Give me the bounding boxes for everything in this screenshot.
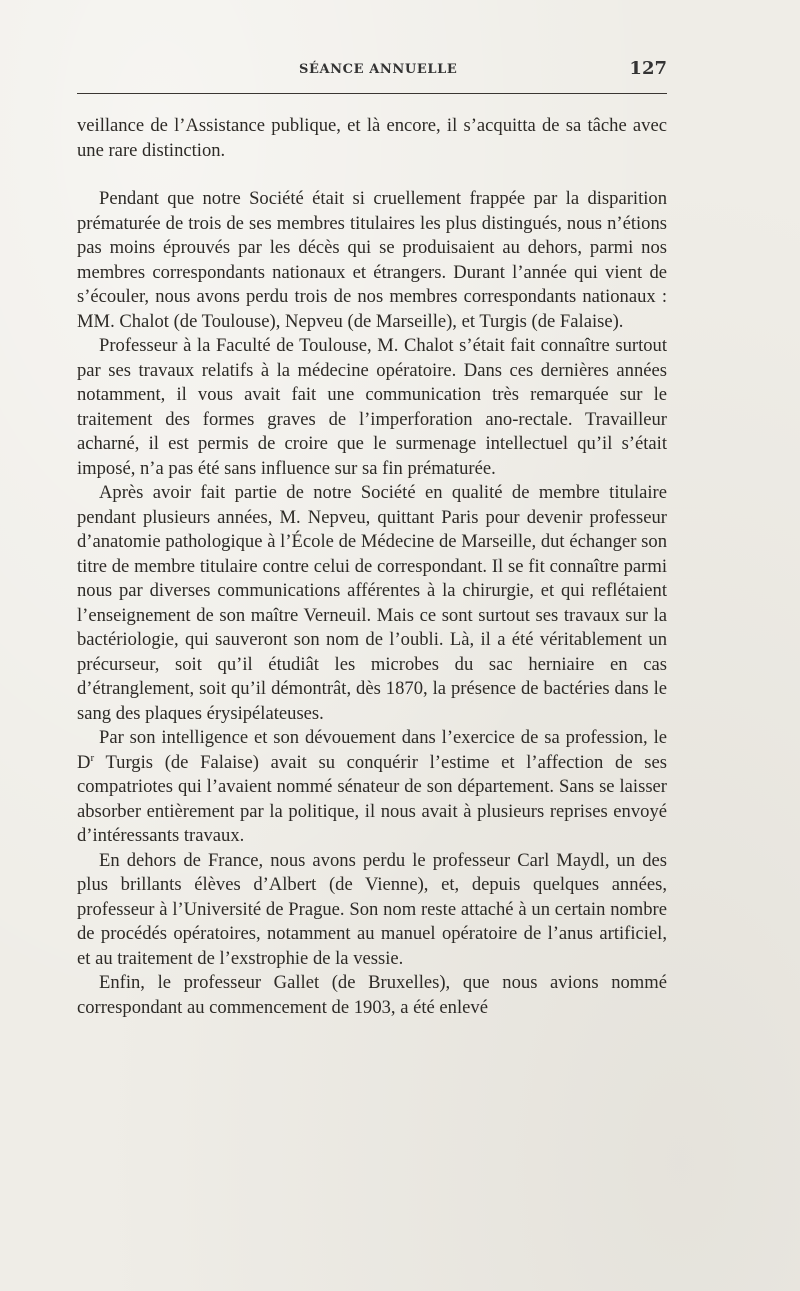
paragraph-losses: Pendant que notre Société était si cruellement frappée par la disparition prématurée de trois de ses membres titulaires les plus distingués, nous n’étions pas moins éprouvés par les décès qui se produisaient au dehors, parmi nos membres correspondants nationaux et étrangers. Durant l’année qui vient de s’écouler, nous avons perdu trois de nos membres correspondants nationaux : MM. Chalot (de Toulouse), Nepveu (de Marseille), et Turgis (de Falaise). bbox=[77, 188, 667, 332]
paragraph-nepveu: Après avoir fait partie de notre Société en qualité de membre titulaire pendant plusieurs années, M. Nepveu, quittant Paris pour devenir professeur d’anatomie pathologique à l’École de Médecine de Marseille, dut échanger son titre de membre titulaire contre celui de correspondant. Il se fit connaître parmi nous par diverses communications afférentes à la chirurgie, et qui reflétaient l’enseignement de son maître Verneuil. Mais ce sont surtout ses travaux sur la bactériologie, qui sauveront son nom de l’oubli. Là, il a été véritablement un précurseur, soit qu’il étudiât les microbes du sac herniaire en cas d’étranglement, soit qu’il démontrât, dès 1870, la présence de bactéries dans le sang des plaques érysipélateuses. bbox=[77, 482, 667, 724]
paragraph-maydl: En dehors de France, nous avons perdu le professeur Carl Maydl, un des plus brillants élèves d’Albert (de Vienne), et, depuis quelques années, professeur à l’Université de Prague. Son nom reste attaché à un certain nombre de procédés opératoires, notamment au manuel opératoire de l’anus artificiel, et au traitement de l’exstrophie de la vessie. bbox=[77, 849, 667, 969]
paragraph-turgis bbox=[77, 726, 667, 849]
body-text bbox=[77, 114, 667, 1020]
paragraph-continuation: veillance de l’Assistance publique, et là encore, il s’acquitta de sa tâche avec une rare distinction. bbox=[77, 115, 667, 161]
running-title: SÉANCE ANNUELLE bbox=[299, 62, 458, 77]
page-header bbox=[77, 58, 667, 84]
doctor-abbrev-sup: r bbox=[90, 751, 95, 764]
paragraph-gallet: Enfin, le professeur Gallet (de Bruxelles), que nous avions nommé correspondant au commencement de 1903, a été enlevé bbox=[77, 972, 667, 1018]
turgis-text-start: Par son intelligence et son dévouement dans l’exercice de sa profession, le D bbox=[77, 727, 667, 773]
paragraph-chalot: Professeur à la Faculté de Toulouse, M. Chalot s’était fait connaître surtout par ses travaux relatifs à la médecine opératoire. Dans ces dernières années notamment, il vous avait fait une communication très remarquée sur le traitement des formes graves de l’imperforation ano-rectale. Travailleur acharné, il est permis de croire que le surmenage intellectuel qu’il s’était imposé, n’a pas été sans influence sur sa fin prématurée. bbox=[77, 335, 667, 479]
page-number: 127 bbox=[629, 58, 667, 79]
header-rule bbox=[77, 93, 667, 94]
turgis-text-end: Turgis (de Falaise) avait su conquérir l’estime et l’affection de ses compatriotes qui l’avaient nommé sénateur de son département. Sans se laisser absorber entièrement par la politique, il nous avait à plusieurs reprises envoyé d’intéressants travaux. bbox=[77, 751, 667, 846]
